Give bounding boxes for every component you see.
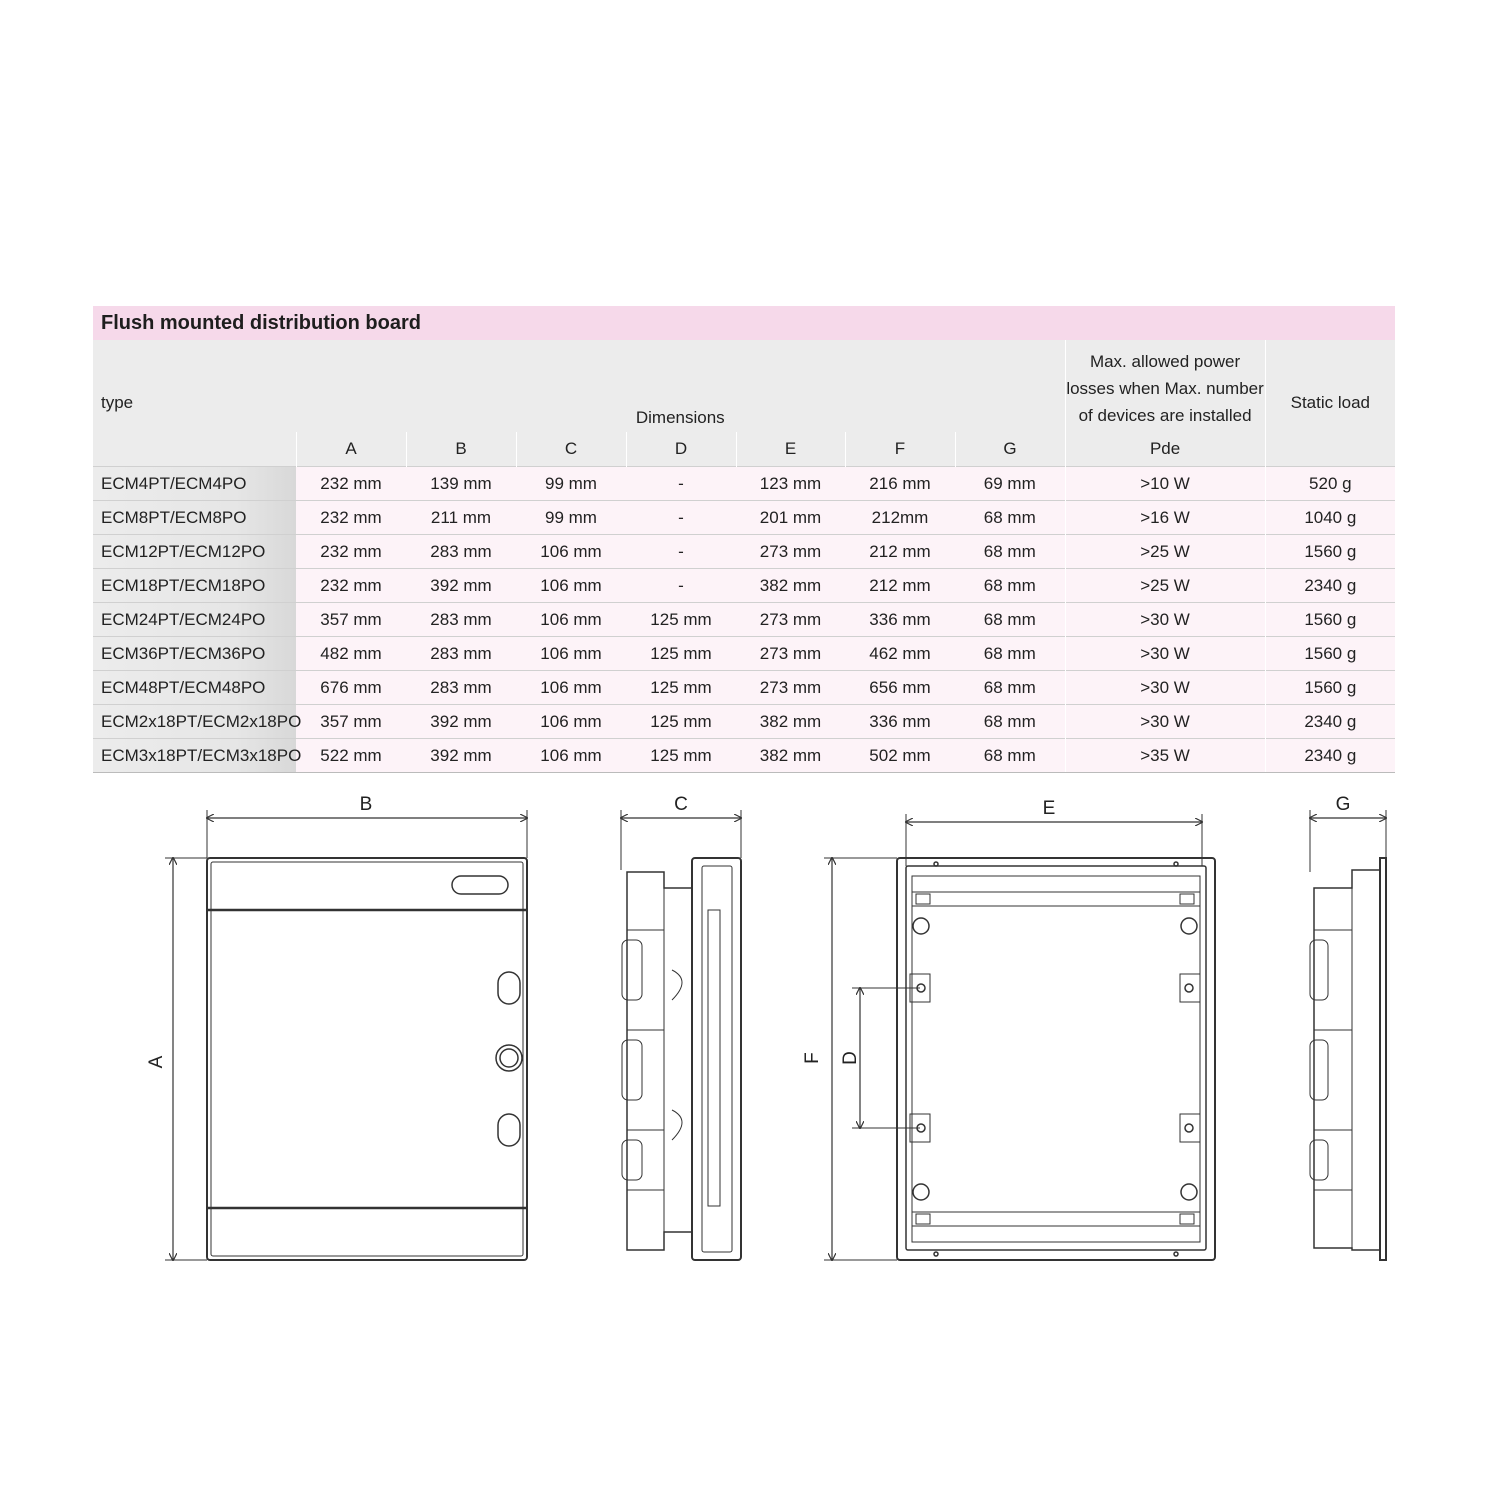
cell-static: 2340 g <box>1265 705 1395 739</box>
depth-view-drawing <box>1310 810 1386 1260</box>
cell-static: 2340 g <box>1265 569 1395 603</box>
table-row <box>93 671 1395 705</box>
header-letter-c: C <box>516 432 626 467</box>
cell-b: 392 mm <box>406 569 516 603</box>
label-g: G <box>1335 794 1351 815</box>
cell-d: 125 mm <box>626 637 736 671</box>
cell-e: 382 mm <box>736 569 845 603</box>
cell-f: 212mm <box>845 501 955 535</box>
cell-b: 392 mm <box>406 739 516 773</box>
cell-b: 211 mm <box>406 501 516 535</box>
cell-static: 1560 g <box>1265 637 1395 671</box>
header-letter-d: D <box>626 432 736 467</box>
type-cell: ECM24PT/ECM24PO <box>93 603 296 637</box>
cell-a: 232 mm <box>296 535 406 569</box>
header-power-losses-line-2: losses when Max. number <box>1066 378 1264 398</box>
label-e: E <box>1042 798 1056 819</box>
cell-f: 212 mm <box>845 569 955 603</box>
cell-f: 216 mm <box>845 467 955 501</box>
dimensions-table <box>93 340 1395 773</box>
cell-d: - <box>626 569 736 603</box>
cell-c: 99 mm <box>516 501 626 535</box>
cell-g: 68 mm <box>955 501 1065 535</box>
cell-f: 336 mm <box>845 705 955 739</box>
header-power-losses-line-3: of devices are installed <box>1078 405 1252 425</box>
cell-d: 125 mm <box>626 671 736 705</box>
cell-g: 68 mm <box>955 535 1065 569</box>
spec-sheet <box>93 306 1395 773</box>
cell-f: 212 mm <box>845 535 955 569</box>
cell-e: 273 mm <box>736 671 845 705</box>
table-body <box>93 467 1395 773</box>
cell-g: 68 mm <box>955 739 1065 773</box>
label-f: F <box>802 1052 823 1064</box>
cell-b: 283 mm <box>406 603 516 637</box>
cell-d: 125 mm <box>626 705 736 739</box>
cell-a: 482 mm <box>296 637 406 671</box>
cell-d: - <box>626 535 736 569</box>
cell-a: 357 mm <box>296 603 406 637</box>
cell-b: 283 mm <box>406 535 516 569</box>
table-title: Flush mounted distribution board <box>101 311 421 334</box>
cell-a: 232 mm <box>296 467 406 501</box>
cell-f: 656 mm <box>845 671 955 705</box>
cell-d: 125 mm <box>626 603 736 637</box>
label-b: B <box>359 794 373 815</box>
cell-c: 106 mm <box>516 569 626 603</box>
cell-b: 283 mm <box>406 671 516 705</box>
cell-pde: >16 W <box>1065 501 1265 535</box>
header-letter-e: E <box>736 432 845 467</box>
cell-e: 382 mm <box>736 705 845 739</box>
inside-view-drawing <box>824 814 1215 1260</box>
cell-d: 125 mm <box>626 739 736 773</box>
cell-pde: >30 W <box>1065 637 1265 671</box>
cell-c: 106 mm <box>516 705 626 739</box>
drawings-svg <box>0 780 1500 1300</box>
type-cell: ECM8PT/ECM8PO <box>93 501 296 535</box>
cell-b: 283 mm <box>406 637 516 671</box>
label-c: C <box>674 794 688 815</box>
table-title-bar <box>93 306 1395 340</box>
cell-static: 1560 g <box>1265 671 1395 705</box>
cell-e: 201 mm <box>736 501 845 535</box>
cell-c: 106 mm <box>516 739 626 773</box>
label-a: A <box>146 1055 167 1069</box>
cell-pde: >35 W <box>1065 739 1265 773</box>
cell-d: - <box>626 501 736 535</box>
cell-c: 99 mm <box>516 467 626 501</box>
cell-e: 273 mm <box>736 637 845 671</box>
cell-static: 520 g <box>1265 467 1395 501</box>
cell-a: 676 mm <box>296 671 406 705</box>
cell-g: 68 mm <box>955 637 1065 671</box>
cell-g: 68 mm <box>955 671 1065 705</box>
cell-c: 106 mm <box>516 637 626 671</box>
cell-e: 123 mm <box>736 467 845 501</box>
cell-f: 336 mm <box>845 603 955 637</box>
cell-a: 232 mm <box>296 501 406 535</box>
type-cell: ECM4PT/ECM4PO <box>93 467 296 501</box>
header-pde: Pde <box>1065 432 1265 467</box>
cell-e: 382 mm <box>736 739 845 773</box>
cell-pde: >25 W <box>1065 569 1265 603</box>
cell-pde: >10 W <box>1065 467 1265 501</box>
cell-g: 68 mm <box>955 603 1065 637</box>
front-view-drawing <box>165 810 527 1260</box>
cell-pde: >25 W <box>1065 535 1265 569</box>
table-row <box>93 501 1395 535</box>
header-letter-b: B <box>406 432 516 467</box>
cell-g: 69 mm <box>955 467 1065 501</box>
cell-g: 68 mm <box>955 705 1065 739</box>
header-power-losses <box>1065 340 1265 432</box>
side-view-drawing <box>621 810 741 1260</box>
cell-pde: >30 W <box>1065 705 1265 739</box>
cell-d: - <box>626 467 736 501</box>
type-cell: ECM48PT/ECM48PO <box>93 671 296 705</box>
cell-b: 139 mm <box>406 467 516 501</box>
table-row <box>93 535 1395 569</box>
header-type: type <box>93 340 296 467</box>
type-cell: ECM18PT/ECM18PO <box>93 569 296 603</box>
technical-drawings <box>0 780 1500 1300</box>
cell-f: 462 mm <box>845 637 955 671</box>
table-row <box>93 569 1395 603</box>
cell-e: 273 mm <box>736 603 845 637</box>
header-letter-a: A <box>296 432 406 467</box>
type-cell: ECM3x18PT/ECM3x18PO <box>93 739 296 773</box>
cell-static: 2340 g <box>1265 739 1395 773</box>
header-power-losses-line-1: Max. allowed power <box>1089 351 1241 371</box>
type-cell: ECM12PT/ECM12PO <box>93 535 296 569</box>
type-cell: ECM2x18PT/ECM2x18PO <box>93 705 296 739</box>
cell-a: 522 mm <box>296 739 406 773</box>
cell-g: 68 mm <box>955 569 1065 603</box>
table-row <box>93 739 1395 773</box>
cell-a: 232 mm <box>296 569 406 603</box>
type-cell: ECM36PT/ECM36PO <box>93 637 296 671</box>
table-row <box>93 603 1395 637</box>
header-letter-g: G <box>955 432 1065 467</box>
table-row <box>93 467 1395 501</box>
cell-static: 1560 g <box>1265 603 1395 637</box>
table-row <box>93 637 1395 671</box>
cell-pde: >30 W <box>1065 671 1265 705</box>
cell-f: 502 mm <box>845 739 955 773</box>
cell-static: 1560 g <box>1265 535 1395 569</box>
header-letter-f: F <box>845 432 955 467</box>
cell-pde: >30 W <box>1065 603 1265 637</box>
cell-c: 106 mm <box>516 603 626 637</box>
header-static-load: Static load <box>1265 340 1395 467</box>
cell-b: 392 mm <box>406 705 516 739</box>
cell-a: 357 mm <box>296 705 406 739</box>
cell-e: 273 mm <box>736 535 845 569</box>
cell-c: 106 mm <box>516 671 626 705</box>
header-dimensions: Dimensions <box>296 340 1065 432</box>
label-d: D <box>840 1051 861 1065</box>
table-row <box>93 705 1395 739</box>
cell-static: 1040 g <box>1265 501 1395 535</box>
cell-c: 106 mm <box>516 535 626 569</box>
